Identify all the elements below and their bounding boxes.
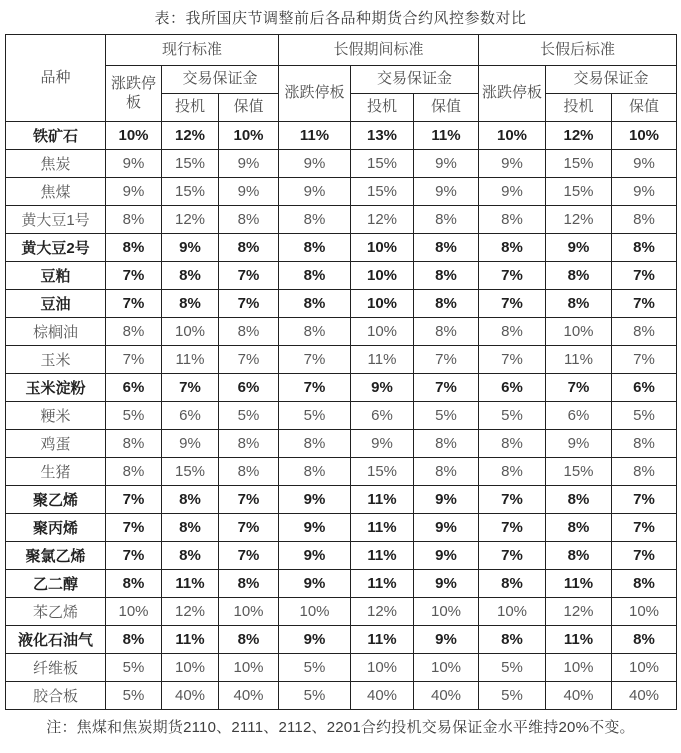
value-cell: 9% <box>162 234 219 262</box>
value-cell: 9% <box>414 178 479 206</box>
value-cell: 40% <box>162 682 219 710</box>
value-cell: 7% <box>414 374 479 402</box>
value-cell: 8% <box>106 318 162 346</box>
value-cell: 8% <box>479 206 546 234</box>
value-cell: 7% <box>219 262 279 290</box>
value-cell: 9% <box>279 150 351 178</box>
value-cell: 7% <box>106 486 162 514</box>
value-cell: 7% <box>479 346 546 374</box>
table-row <box>6 290 677 318</box>
value-cell: 11% <box>351 542 414 570</box>
value-cell: 10% <box>612 122 677 150</box>
value-cell: 7% <box>612 486 677 514</box>
col-header-margin-current: 交易保证金 <box>162 66 279 94</box>
value-cell: 8% <box>219 626 279 654</box>
col-header-speculation-current: 投机 <box>162 94 219 122</box>
value-cell: 8% <box>479 626 546 654</box>
value-cell: 8% <box>279 234 351 262</box>
value-cell: 8% <box>612 570 677 598</box>
value-cell: 7% <box>219 514 279 542</box>
value-cell: 6% <box>219 374 279 402</box>
value-cell: 10% <box>414 654 479 682</box>
value-cell: 7% <box>106 542 162 570</box>
group-header-after-holiday-standard: 长假后标准 <box>479 35 677 66</box>
value-cell: 5% <box>279 682 351 710</box>
value-cell: 5% <box>612 402 677 430</box>
table-footnote: 注：焦煤和焦炭期货2110、2111、2112、2201合约投机交易保证金水平维持20%不变。 <box>46 719 635 736</box>
value-cell: 5% <box>106 682 162 710</box>
value-cell: 7% <box>612 514 677 542</box>
value-cell: 10% <box>162 654 219 682</box>
value-cell: 9% <box>279 542 351 570</box>
product-name: 聚氯乙烯 <box>6 542 106 570</box>
value-cell: 10% <box>414 598 479 626</box>
value-cell: 15% <box>546 458 612 486</box>
value-cell: 9% <box>612 178 677 206</box>
table-row <box>6 122 677 150</box>
table-row <box>6 570 677 598</box>
value-cell: 15% <box>351 178 414 206</box>
product-name: 胶合板 <box>6 682 106 710</box>
value-cell: 5% <box>479 654 546 682</box>
value-cell: 9% <box>279 178 351 206</box>
value-cell: 10% <box>219 122 279 150</box>
value-cell: 40% <box>414 682 479 710</box>
col-header-speculation-holiday: 投机 <box>351 94 414 122</box>
product-name: 焦煤 <box>6 178 106 206</box>
value-cell: 11% <box>162 626 219 654</box>
value-cell: 15% <box>162 178 219 206</box>
table-row <box>6 682 677 710</box>
value-cell: 12% <box>546 598 612 626</box>
value-cell: 40% <box>612 682 677 710</box>
table-row <box>6 430 677 458</box>
value-cell: 10% <box>162 318 219 346</box>
value-cell: 8% <box>106 570 162 598</box>
value-cell: 9% <box>279 486 351 514</box>
header-row-groups <box>6 35 677 66</box>
value-cell: 7% <box>162 374 219 402</box>
value-cell: 7% <box>106 514 162 542</box>
value-cell: 13% <box>351 122 414 150</box>
value-cell: 7% <box>219 486 279 514</box>
product-name: 黄大豆1号 <box>6 206 106 234</box>
value-cell: 10% <box>351 262 414 290</box>
product-name: 黄大豆2号 <box>6 234 106 262</box>
value-cell: 9% <box>162 430 219 458</box>
value-cell: 7% <box>219 346 279 374</box>
value-cell: 9% <box>479 150 546 178</box>
value-cell: 7% <box>612 290 677 318</box>
col-header-hedging-current: 保值 <box>219 94 279 122</box>
value-cell: 9% <box>106 150 162 178</box>
value-cell: 15% <box>162 150 219 178</box>
value-cell: 9% <box>279 514 351 542</box>
value-cell: 8% <box>279 430 351 458</box>
value-cell: 8% <box>612 206 677 234</box>
table-row <box>6 234 677 262</box>
product-name: 生猪 <box>6 458 106 486</box>
value-cell: 9% <box>414 570 479 598</box>
value-cell: 5% <box>106 654 162 682</box>
product-name: 铁矿石 <box>6 122 106 150</box>
value-cell: 12% <box>162 598 219 626</box>
col-header-price-limit-current: 涨跌停板 <box>106 66 162 122</box>
product-name: 乙二醇 <box>6 570 106 598</box>
value-cell: 9% <box>219 150 279 178</box>
col-header-margin-after: 交易保证金 <box>546 66 677 94</box>
product-name: 焦炭 <box>6 150 106 178</box>
value-cell: 8% <box>414 290 479 318</box>
value-cell: 8% <box>162 290 219 318</box>
value-cell: 8% <box>279 458 351 486</box>
product-name: 玉米淀粉 <box>6 374 106 402</box>
value-cell: 7% <box>279 346 351 374</box>
table-row <box>6 346 677 374</box>
table-row <box>6 206 677 234</box>
table-row <box>6 150 677 178</box>
value-cell: 7% <box>106 290 162 318</box>
risk-parameter-table <box>5 34 677 710</box>
value-cell: 7% <box>546 374 612 402</box>
value-cell: 6% <box>162 402 219 430</box>
product-name: 豆油 <box>6 290 106 318</box>
value-cell: 8% <box>612 626 677 654</box>
value-cell: 8% <box>479 234 546 262</box>
value-cell: 10% <box>479 598 546 626</box>
value-cell: 11% <box>351 346 414 374</box>
value-cell: 11% <box>414 122 479 150</box>
value-cell: 8% <box>546 542 612 570</box>
value-cell: 15% <box>162 458 219 486</box>
value-cell: 8% <box>162 514 219 542</box>
product-name: 粳米 <box>6 402 106 430</box>
value-cell: 5% <box>479 682 546 710</box>
group-header-holiday-standard: 长假期间标准 <box>279 35 479 66</box>
value-cell: 7% <box>219 290 279 318</box>
value-cell: 7% <box>612 346 677 374</box>
value-cell: 40% <box>351 682 414 710</box>
table-row <box>6 178 677 206</box>
header-row-subgroups <box>6 66 677 94</box>
value-cell: 7% <box>612 262 677 290</box>
value-cell: 8% <box>414 458 479 486</box>
table-row <box>6 654 677 682</box>
value-cell: 15% <box>546 178 612 206</box>
value-cell: 6% <box>106 374 162 402</box>
value-cell: 10% <box>219 654 279 682</box>
value-cell: 8% <box>279 290 351 318</box>
value-cell: 7% <box>479 290 546 318</box>
product-name: 聚丙烯 <box>6 514 106 542</box>
value-cell: 9% <box>546 430 612 458</box>
table-row <box>6 626 677 654</box>
value-cell: 7% <box>106 346 162 374</box>
value-cell: 8% <box>279 318 351 346</box>
value-cell: 10% <box>219 598 279 626</box>
value-cell: 8% <box>106 458 162 486</box>
value-cell: 12% <box>546 206 612 234</box>
value-cell: 10% <box>546 318 612 346</box>
value-cell: 8% <box>279 262 351 290</box>
product-name: 纤维板 <box>6 654 106 682</box>
value-cell: 6% <box>479 374 546 402</box>
value-cell: 11% <box>351 514 414 542</box>
product-name: 聚乙烯 <box>6 486 106 514</box>
value-cell: 11% <box>279 122 351 150</box>
value-cell: 12% <box>162 122 219 150</box>
value-cell: 8% <box>612 318 677 346</box>
value-cell: 5% <box>106 402 162 430</box>
value-cell: 9% <box>612 150 677 178</box>
value-cell: 8% <box>162 542 219 570</box>
value-cell: 11% <box>546 570 612 598</box>
value-cell: 8% <box>219 206 279 234</box>
table-row <box>6 458 677 486</box>
value-cell: 10% <box>351 290 414 318</box>
value-cell: 11% <box>351 626 414 654</box>
table-body <box>6 122 677 710</box>
value-cell: 8% <box>479 430 546 458</box>
value-cell: 5% <box>414 402 479 430</box>
value-cell: 10% <box>612 654 677 682</box>
value-cell: 7% <box>479 514 546 542</box>
table-row <box>6 262 677 290</box>
table-row <box>6 402 677 430</box>
table-row <box>6 514 677 542</box>
col-header-price-limit-after: 涨跌停板 <box>479 66 546 122</box>
value-cell: 7% <box>414 346 479 374</box>
value-cell: 15% <box>546 150 612 178</box>
value-cell: 6% <box>351 402 414 430</box>
value-cell: 11% <box>162 346 219 374</box>
product-name: 棕榈油 <box>6 318 106 346</box>
col-header-product: 品种 <box>6 35 106 122</box>
value-cell: 8% <box>612 458 677 486</box>
value-cell: 12% <box>351 206 414 234</box>
col-header-price-limit-holiday: 涨跌停板 <box>279 66 351 122</box>
value-cell: 8% <box>546 514 612 542</box>
value-cell: 7% <box>106 262 162 290</box>
table-row <box>6 486 677 514</box>
value-cell: 8% <box>162 486 219 514</box>
value-cell: 8% <box>414 206 479 234</box>
value-cell: 5% <box>279 654 351 682</box>
value-cell: 9% <box>414 150 479 178</box>
value-cell: 10% <box>351 654 414 682</box>
value-cell: 8% <box>106 430 162 458</box>
value-cell: 9% <box>351 430 414 458</box>
value-cell: 7% <box>612 542 677 570</box>
value-cell: 6% <box>546 402 612 430</box>
value-cell: 6% <box>612 374 677 402</box>
value-cell: 8% <box>219 570 279 598</box>
product-name: 豆粕 <box>6 262 106 290</box>
table-header <box>6 35 677 122</box>
value-cell: 10% <box>479 122 546 150</box>
value-cell: 10% <box>612 598 677 626</box>
value-cell: 11% <box>162 570 219 598</box>
value-cell: 12% <box>162 206 219 234</box>
value-cell: 5% <box>479 402 546 430</box>
value-cell: 7% <box>219 542 279 570</box>
table-row <box>6 598 677 626</box>
value-cell: 11% <box>351 486 414 514</box>
value-cell: 11% <box>546 346 612 374</box>
value-cell: 9% <box>414 626 479 654</box>
value-cell: 8% <box>414 318 479 346</box>
table-title: 表：我所国庆节调整前后各品种期货合约风控参数对比 <box>154 10 527 27</box>
product-name: 鸡蛋 <box>6 430 106 458</box>
value-cell: 8% <box>106 234 162 262</box>
value-cell: 8% <box>479 318 546 346</box>
value-cell: 15% <box>351 458 414 486</box>
value-cell: 8% <box>219 318 279 346</box>
value-cell: 8% <box>612 234 677 262</box>
value-cell: 40% <box>546 682 612 710</box>
value-cell: 11% <box>546 626 612 654</box>
col-header-speculation-after: 投机 <box>546 94 612 122</box>
value-cell: 40% <box>219 682 279 710</box>
value-cell: 8% <box>279 206 351 234</box>
value-cell: 8% <box>162 262 219 290</box>
value-cell: 12% <box>546 122 612 150</box>
value-cell: 8% <box>546 290 612 318</box>
table-row <box>6 542 677 570</box>
value-cell: 10% <box>106 122 162 150</box>
value-cell: 7% <box>479 542 546 570</box>
value-cell: 5% <box>219 402 279 430</box>
value-cell: 9% <box>279 570 351 598</box>
col-header-hedging-after: 保值 <box>612 94 677 122</box>
value-cell: 7% <box>479 486 546 514</box>
value-cell: 11% <box>351 570 414 598</box>
value-cell: 7% <box>479 262 546 290</box>
value-cell: 8% <box>219 458 279 486</box>
product-name: 液化石油气 <box>6 626 106 654</box>
value-cell: 9% <box>279 626 351 654</box>
value-cell: 8% <box>414 234 479 262</box>
value-cell: 9% <box>546 234 612 262</box>
table-row <box>6 374 677 402</box>
value-cell: 8% <box>106 626 162 654</box>
value-cell: 9% <box>219 178 279 206</box>
value-cell: 8% <box>106 206 162 234</box>
value-cell: 9% <box>414 514 479 542</box>
product-name: 玉米 <box>6 346 106 374</box>
value-cell: 9% <box>479 178 546 206</box>
value-cell: 8% <box>219 234 279 262</box>
col-header-margin-holiday: 交易保证金 <box>351 66 479 94</box>
value-cell: 8% <box>612 430 677 458</box>
value-cell: 8% <box>414 430 479 458</box>
value-cell: 8% <box>414 262 479 290</box>
col-header-hedging-holiday: 保值 <box>414 94 479 122</box>
value-cell: 10% <box>279 598 351 626</box>
group-header-current-standard: 现行标准 <box>106 35 279 66</box>
value-cell: 9% <box>106 178 162 206</box>
value-cell: 9% <box>414 542 479 570</box>
table-row <box>6 318 677 346</box>
value-cell: 9% <box>414 486 479 514</box>
value-cell: 10% <box>351 318 414 346</box>
value-cell: 15% <box>351 150 414 178</box>
value-cell: 8% <box>479 570 546 598</box>
value-cell: 8% <box>219 430 279 458</box>
value-cell: 9% <box>351 374 414 402</box>
value-cell: 5% <box>279 402 351 430</box>
value-cell: 7% <box>279 374 351 402</box>
value-cell: 10% <box>351 234 414 262</box>
value-cell: 10% <box>546 654 612 682</box>
value-cell: 8% <box>546 262 612 290</box>
value-cell: 10% <box>106 598 162 626</box>
value-cell: 8% <box>546 486 612 514</box>
product-name: 苯乙烯 <box>6 598 106 626</box>
value-cell: 12% <box>351 598 414 626</box>
value-cell: 8% <box>479 458 546 486</box>
